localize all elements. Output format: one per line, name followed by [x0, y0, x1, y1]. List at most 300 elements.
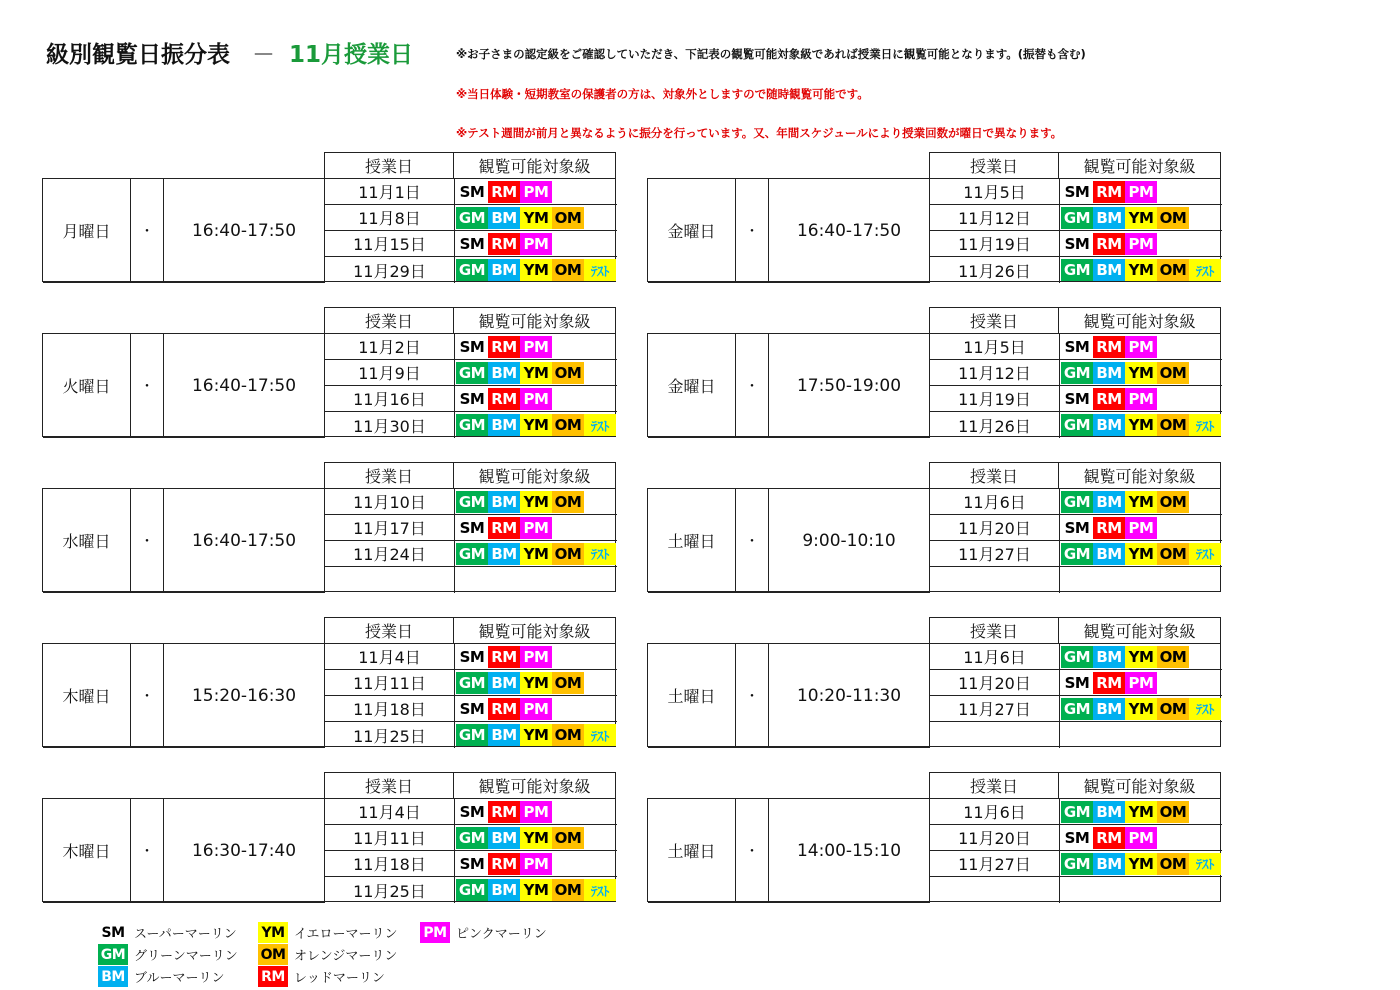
class-badge-gm: GM: [1061, 801, 1093, 823]
weekday-label: 水曜日: [43, 489, 131, 593]
class-badge-ym: YM: [258, 922, 288, 943]
class-badge-om: OM: [552, 259, 584, 281]
lesson-date: 11月25日: [325, 722, 455, 748]
lesson-date: [325, 567, 455, 593]
viewable-classes: [455, 334, 617, 360]
lesson-date: 11月5日: [930, 179, 1060, 205]
lesson-date: 11月27日: [930, 851, 1060, 877]
lesson-date: 11月26日: [930, 412, 1060, 438]
schedule-block: [42, 307, 616, 437]
viewable-classes: [455, 877, 617, 903]
class-badge-sm: SM: [1061, 388, 1093, 410]
lesson-date: 11月19日: [930, 386, 1060, 412]
viewable-classes: [455, 412, 617, 438]
class-badge-gm: GM: [456, 414, 488, 436]
class-badge-bm: BM: [488, 207, 520, 229]
viewable-classes: [455, 231, 617, 257]
class-badge-rm: RM: [488, 181, 520, 203]
schedule-block: [647, 772, 1221, 902]
class-badge-om: OM: [552, 207, 584, 229]
class-badge-bm: BM: [1093, 698, 1125, 720]
header-lesson-date: 授業日: [929, 307, 1059, 333]
note-trial-exception: ※当日体験・短期教室の保護者の方は、対象外としますので随時観覧可能です。: [456, 87, 869, 101]
schedule-block: [42, 152, 616, 282]
legend-class-name: イエローマーリン: [294, 927, 398, 942]
viewable-classes: [1060, 179, 1222, 205]
class-badge-ym: YM: [520, 827, 552, 849]
lesson-date: 11月6日: [930, 799, 1060, 825]
class-badge-ym: YM: [520, 207, 552, 229]
class-badge-sm: SM: [1061, 827, 1093, 849]
viewable-classes: [1060, 515, 1222, 541]
class-badge-sm: SM: [1061, 181, 1093, 203]
class-badge-rm: RM: [258, 966, 288, 987]
class-badge-sm: SM: [456, 646, 488, 668]
class-badge-om: OM: [552, 879, 584, 901]
class-badge-rm: RM: [1093, 388, 1125, 410]
header-lesson-date: 授業日: [324, 617, 454, 643]
separator-dot: ・: [736, 179, 769, 283]
legend-class-name: グリーンマーリン: [134, 949, 238, 964]
viewable-classes: [455, 179, 617, 205]
class-badge-pm: PM: [520, 698, 552, 720]
legend-class-name: ピンクマーリン: [456, 927, 547, 942]
lesson-date: 11月11日: [325, 670, 455, 696]
viewable-classes: [455, 670, 617, 696]
viewable-classes: [1060, 851, 1222, 877]
class-badge-om: OM: [1157, 362, 1189, 384]
time-range: 9:00-10:10: [769, 489, 930, 593]
class-badge-rm: RM: [1093, 672, 1125, 694]
separator-dot: ・: [736, 489, 769, 593]
time-range: 17:50-19:00: [769, 334, 930, 438]
class-badge-gm: GM: [456, 672, 488, 694]
class-badge-ym: YM: [1125, 414, 1157, 436]
class-badge-ym: YM: [520, 259, 552, 281]
schedule-block: [42, 462, 616, 592]
class-badge-bm: BM: [488, 362, 520, 384]
class-badge-bm: BM: [1093, 801, 1125, 823]
header-lesson-date: 授業日: [929, 772, 1059, 798]
lesson-date: 11月27日: [930, 541, 1060, 567]
class-badge-bm: BM: [1093, 646, 1125, 668]
viewable-classes: [455, 360, 617, 386]
viewable-classes: [455, 722, 617, 748]
header-lesson-date: 授業日: [324, 307, 454, 333]
class-badge-pm: PM: [520, 853, 552, 875]
class-badge-pm: PM: [520, 181, 552, 203]
test-badge: ﾃｽﾄ: [584, 879, 616, 901]
legend-item-om: [258, 944, 397, 965]
class-badge-gm: GM: [456, 724, 488, 746]
viewable-classes: [1060, 334, 1222, 360]
lesson-date: 11月5日: [930, 334, 1060, 360]
lesson-date: 11月12日: [930, 205, 1060, 231]
viewable-classes: [1060, 696, 1222, 722]
header-viewable-classes: 観覧可能対象級: [453, 617, 616, 643]
separator-dot: ・: [736, 799, 769, 903]
header-viewable-classes: 観覧可能対象級: [453, 307, 616, 333]
header-viewable-classes: 観覧可能対象級: [453, 772, 616, 798]
class-badge-sm: SM: [456, 388, 488, 410]
separator-dot: ・: [131, 644, 164, 748]
class-badge-rm: RM: [1093, 827, 1125, 849]
header-lesson-date: 授業日: [324, 152, 454, 178]
note-test-week: ※テスト週間が前月と異なるように振分を行っています。又、年間スケジュールにより授業回数が曜日で異なります。: [456, 126, 1063, 140]
lesson-date: 11月16日: [325, 386, 455, 412]
class-badge-rm: RM: [488, 336, 520, 358]
class-badge-pm: PM: [1125, 517, 1157, 539]
class-badge-rm: RM: [1093, 517, 1125, 539]
class-badge-gm: GM: [456, 362, 488, 384]
schedule-block: [647, 307, 1221, 437]
class-badge-sm: SM: [1061, 672, 1093, 694]
lesson-date: 11月25日: [325, 877, 455, 903]
class-badge-gm: GM: [1061, 698, 1093, 720]
class-badge-sm: SM: [1061, 233, 1093, 255]
class-badge-om: OM: [1157, 646, 1189, 668]
class-badge-bm: BM: [1093, 259, 1125, 281]
class-badge-gm: GM: [1061, 207, 1093, 229]
class-badge-ym: YM: [1125, 698, 1157, 720]
class-badge-bm: BM: [1093, 207, 1125, 229]
lesson-date: [930, 722, 1060, 748]
separator-dot: ・: [131, 179, 164, 283]
class-badge-ym: YM: [1125, 646, 1157, 668]
lesson-date: 11月18日: [325, 851, 455, 877]
class-badge-om: OM: [552, 543, 584, 565]
class-badge-om: OM: [1157, 414, 1189, 436]
class-badge-sm: SM: [98, 922, 128, 943]
time-range: 16:40-17:50: [164, 334, 325, 438]
lesson-date: 11月2日: [325, 334, 455, 360]
weekday-label: 土曜日: [648, 644, 736, 748]
class-badge-rm: RM: [488, 698, 520, 720]
schedule-block: [42, 617, 616, 747]
viewable-classes: [455, 825, 617, 851]
legend-class-name: レッドマーリン: [294, 971, 385, 986]
class-badge-ym: YM: [1125, 207, 1157, 229]
viewable-classes: [1060, 644, 1222, 670]
test-badge: ﾃｽﾄ: [584, 414, 616, 436]
class-badge-rm: RM: [1093, 233, 1125, 255]
lesson-date: 11月1日: [325, 179, 455, 205]
lesson-date: 11月20日: [930, 670, 1060, 696]
schedule-grid: [647, 333, 1221, 437]
class-badge-ym: YM: [1125, 491, 1157, 513]
viewable-classes: [1060, 799, 1222, 825]
viewable-classes: [1060, 670, 1222, 696]
class-badge-pm: PM: [420, 922, 450, 943]
schedule-grid: [647, 178, 1221, 282]
class-badge-om: OM: [1157, 698, 1189, 720]
class-badge-gm: GM: [1061, 414, 1093, 436]
class-badge-om: OM: [1157, 259, 1189, 281]
class-badge-om: OM: [552, 491, 584, 513]
schedule-block: [647, 617, 1221, 747]
weekday-label: 月曜日: [43, 179, 131, 283]
header-lesson-date: 授業日: [929, 617, 1059, 643]
time-range: 16:40-17:50: [769, 179, 930, 283]
class-badge-ym: YM: [1125, 543, 1157, 565]
legend-item-gm: [98, 944, 238, 965]
class-badge-rm: RM: [488, 388, 520, 410]
lesson-date: 11月19日: [930, 231, 1060, 257]
viewable-classes: [1060, 386, 1222, 412]
class-badge-bm: BM: [488, 491, 520, 513]
class-badge-rm: RM: [488, 801, 520, 823]
viewable-classes: [455, 205, 617, 231]
class-badge-pm: PM: [520, 388, 552, 410]
class-badge-ym: YM: [520, 672, 552, 694]
weekday-label: 金曜日: [648, 334, 736, 438]
schedule-grid: [42, 643, 616, 747]
lesson-date: 11月29日: [325, 257, 455, 283]
separator-dot: ・: [736, 644, 769, 748]
class-badge-bm: BM: [1093, 853, 1125, 875]
header-lesson-date: 授業日: [929, 152, 1059, 178]
header-viewable-classes: 観覧可能対象級: [1058, 462, 1221, 488]
separator-dot: ・: [131, 334, 164, 438]
class-badge-om: OM: [552, 672, 584, 694]
viewable-classes: [455, 567, 617, 593]
schedule-block: [42, 772, 616, 902]
lesson-date: 11月20日: [930, 825, 1060, 851]
class-badge-rm: RM: [488, 517, 520, 539]
weekday-label: 土曜日: [648, 799, 736, 903]
time-range: 14:00-15:10: [769, 799, 930, 903]
viewable-classes: [1060, 541, 1222, 567]
viewable-classes: [455, 644, 617, 670]
header-viewable-classes: 観覧可能対象級: [1058, 152, 1221, 178]
lesson-date: 11月18日: [325, 696, 455, 722]
class-badge-gm: GM: [456, 543, 488, 565]
header-lesson-date: 授業日: [324, 772, 454, 798]
class-badge-gm: GM: [456, 207, 488, 229]
schedule-grid: [647, 488, 1221, 592]
class-badge-om: OM: [552, 724, 584, 746]
class-badge-om: OM: [1157, 491, 1189, 513]
class-badge-gm: GM: [98, 944, 128, 965]
class-badge-sm: SM: [456, 517, 488, 539]
legend-item-ym: [258, 922, 397, 943]
class-badge-gm: GM: [456, 879, 488, 901]
viewable-classes: [1060, 205, 1222, 231]
class-badge-pm: PM: [520, 517, 552, 539]
viewable-classes: [455, 851, 617, 877]
class-badge-gm: GM: [1061, 491, 1093, 513]
legend-class-name: オレンジマーリン: [294, 949, 398, 964]
title-dash: －: [252, 42, 275, 68]
time-range: 10:20-11:30: [769, 644, 930, 748]
class-badge-rm: RM: [488, 853, 520, 875]
class-badge-pm: PM: [520, 646, 552, 668]
viewable-classes: [455, 799, 617, 825]
class-badge-ym: YM: [1125, 259, 1157, 281]
note-viewing-rule: ※お子さまの認定級をご確認していただき、下記表の観覧可能対象級であれば授業日に観覧可能となります。(振替も含む): [456, 47, 1086, 61]
title-main: 級別観覧日振分表: [46, 42, 230, 68]
class-badge-bm: BM: [488, 543, 520, 565]
class-badge-pm: PM: [1125, 181, 1157, 203]
schedule-grid: [42, 798, 616, 902]
class-badge-bm: BM: [488, 414, 520, 436]
class-badge-ym: YM: [520, 543, 552, 565]
viewable-classes: [1060, 489, 1222, 515]
class-badge-ym: YM: [520, 724, 552, 746]
class-badge-gm: GM: [1061, 853, 1093, 875]
class-badge-bm: BM: [488, 879, 520, 901]
weekday-label: 土曜日: [648, 489, 736, 593]
viewable-classes: [1060, 567, 1222, 593]
class-badge-ym: YM: [520, 414, 552, 436]
class-badge-bm: BM: [1093, 491, 1125, 513]
class-badge-om: OM: [258, 944, 288, 965]
class-badge-bm: BM: [1093, 414, 1125, 436]
lesson-date: 11月8日: [325, 205, 455, 231]
test-badge: ﾃｽﾄ: [584, 259, 616, 281]
lesson-date: 11月24日: [325, 541, 455, 567]
header-viewable-classes: 観覧可能対象級: [453, 462, 616, 488]
class-badge-sm: SM: [456, 801, 488, 823]
viewable-classes: [1060, 412, 1222, 438]
class-badge-gm: GM: [456, 259, 488, 281]
weekday-label: 木曜日: [43, 644, 131, 748]
class-badge-om: OM: [1157, 801, 1189, 823]
schedule-grid: [42, 178, 616, 282]
class-badge-sm: SM: [456, 336, 488, 358]
test-badge: ﾃｽﾄ: [584, 543, 616, 565]
class-badge-gm: GM: [1061, 543, 1093, 565]
test-badge: ﾃｽﾄ: [1189, 543, 1221, 565]
schedule-block: [647, 152, 1221, 282]
class-badge-om: OM: [552, 362, 584, 384]
weekday-label: 木曜日: [43, 799, 131, 903]
title-month: 11月授業日: [289, 42, 414, 68]
class-badge-bm: BM: [488, 827, 520, 849]
schedule-grid: [647, 643, 1221, 747]
class-badge-sm: SM: [456, 698, 488, 720]
class-badge-ym: YM: [1125, 853, 1157, 875]
header-lesson-date: 授業日: [929, 462, 1059, 488]
class-badge-sm: SM: [456, 853, 488, 875]
legend-item-sm: [98, 922, 237, 943]
viewable-classes: [1060, 257, 1222, 283]
lesson-date: [930, 877, 1060, 903]
class-badge-ym: YM: [1125, 362, 1157, 384]
class-badge-pm: PM: [1125, 233, 1157, 255]
separator-dot: ・: [131, 489, 164, 593]
class-badge-om: OM: [1157, 853, 1189, 875]
viewable-classes: [455, 489, 617, 515]
lesson-date: 11月4日: [325, 644, 455, 670]
header-viewable-classes: 観覧可能対象級: [1058, 772, 1221, 798]
time-range: 16:40-17:50: [164, 179, 325, 283]
class-badge-gm: GM: [1061, 646, 1093, 668]
lesson-date: 11月17日: [325, 515, 455, 541]
viewable-classes: [455, 515, 617, 541]
lesson-date: 11月10日: [325, 489, 455, 515]
viewable-classes: [455, 257, 617, 283]
class-badge-bm: BM: [488, 259, 520, 281]
class-badge-gm: GM: [1061, 259, 1093, 281]
lesson-date: 11月12日: [930, 360, 1060, 386]
class-badge-pm: PM: [1125, 388, 1157, 410]
legend-item-pm: [420, 922, 547, 943]
class-badge-pm: PM: [1125, 336, 1157, 358]
lesson-date: 11月20日: [930, 515, 1060, 541]
class-badge-pm: PM: [1125, 827, 1157, 849]
time-range: 16:30-17:40: [164, 799, 325, 903]
lesson-date: 11月11日: [325, 825, 455, 851]
schedule-block: [647, 462, 1221, 592]
class-badge-gm: GM: [456, 491, 488, 513]
schedule-grid: [42, 488, 616, 592]
header-viewable-classes: 観覧可能対象級: [1058, 617, 1221, 643]
class-badge-pm: PM: [520, 336, 552, 358]
lesson-date: 11月9日: [325, 360, 455, 386]
class-badge-ym: YM: [520, 491, 552, 513]
viewable-classes: [455, 541, 617, 567]
time-range: 16:40-17:50: [164, 489, 325, 593]
lesson-date: 11月4日: [325, 799, 455, 825]
schedule-grid: [647, 798, 1221, 902]
test-badge: ﾃｽﾄ: [584, 724, 616, 746]
header-viewable-classes: 観覧可能対象級: [453, 152, 616, 178]
class-badge-rm: RM: [488, 233, 520, 255]
test-badge: ﾃｽﾄ: [1189, 698, 1221, 720]
class-badge-sm: SM: [1061, 336, 1093, 358]
class-badge-bm: BM: [488, 672, 520, 694]
viewable-classes: [455, 386, 617, 412]
viewable-classes: [1060, 231, 1222, 257]
lesson-date: 11月26日: [930, 257, 1060, 283]
weekday-label: 火曜日: [43, 334, 131, 438]
legend-class-name: ブルーマーリン: [134, 971, 225, 986]
viewable-classes: [1060, 360, 1222, 386]
class-badge-gm: GM: [456, 827, 488, 849]
lesson-date: 11月15日: [325, 231, 455, 257]
legend-item-bm: [98, 966, 224, 987]
class-badge-om: OM: [1157, 543, 1189, 565]
weekday-label: 金曜日: [648, 179, 736, 283]
class-badge-bm: BM: [1093, 362, 1125, 384]
class-badge-bm: BM: [1093, 543, 1125, 565]
test-badge: ﾃｽﾄ: [1189, 414, 1221, 436]
class-badge-sm: SM: [456, 233, 488, 255]
lesson-date: [930, 567, 1060, 593]
lesson-date: 11月30日: [325, 412, 455, 438]
lesson-date: 11月6日: [930, 489, 1060, 515]
class-badge-sm: SM: [1061, 517, 1093, 539]
class-badge-om: OM: [552, 827, 584, 849]
class-badge-ym: YM: [520, 879, 552, 901]
class-badge-ym: YM: [1125, 801, 1157, 823]
class-badge-om: OM: [1157, 207, 1189, 229]
test-badge: ﾃｽﾄ: [1189, 853, 1221, 875]
viewable-classes: [455, 696, 617, 722]
class-badge-rm: RM: [488, 646, 520, 668]
class-badge-sm: SM: [456, 181, 488, 203]
lesson-date: 11月27日: [930, 696, 1060, 722]
test-badge: ﾃｽﾄ: [1189, 259, 1221, 281]
time-range: 15:20-16:30: [164, 644, 325, 748]
viewable-classes: [1060, 877, 1222, 903]
separator-dot: ・: [736, 334, 769, 438]
legend-item-rm: [258, 966, 385, 987]
class-badge-pm: PM: [520, 233, 552, 255]
lesson-date: 11月6日: [930, 644, 1060, 670]
class-badge-bm: BM: [98, 966, 128, 987]
